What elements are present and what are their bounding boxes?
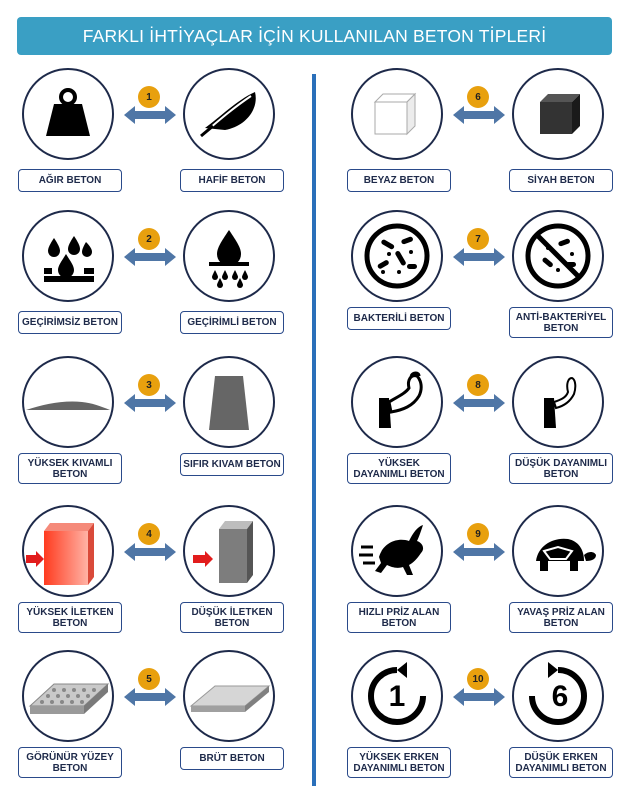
concrete-type-label: YÜKSEK ERKEN DAYANIMLI BETON [347,747,451,778]
icon-circle [22,650,114,742]
svg-text:1: 1 [388,680,406,713]
pair-number-badge: 6 [467,86,489,108]
white-cube-icon [353,70,441,158]
plain-slab-icon [185,652,273,740]
weak-arm-icon [514,358,602,446]
concrete-type-label: SIFIR KIVAM BETON [180,453,284,476]
weight-icon [24,70,112,158]
concrete-type-label: DÜŞÜK DAYANIMLI BETON [509,453,613,484]
pair-number-badge: 5 [138,668,160,690]
concrete-type-label: YÜKSEK KIVAMLI BETON [18,453,122,484]
concrete-type-label: BRÜT BETON [180,747,284,770]
grey-block-icon [185,507,273,595]
icon-circle [22,505,114,597]
clock-one-icon [353,652,441,740]
clock-six-icon [514,652,602,740]
concrete-type-label: GEÇİRİMSİZ BETON [18,311,122,334]
pair-number-badge: 7 [467,228,489,250]
permeable-icon [185,212,273,300]
icon-circle [512,68,604,160]
concrete-type-label: YAVAŞ PRİZ ALAN BETON [509,602,613,633]
turtle-icon [514,507,602,595]
pair-number-badge: 1 [138,86,160,108]
concrete-type-label: BEYAZ BETON [347,169,451,192]
textured-slab-icon [24,652,112,740]
black-cube-icon [514,70,602,158]
concrete-type-label: BAKTERİLİ BETON [347,307,451,330]
icon-circle [512,650,604,742]
concrete-type-label: HAFİF BETON [180,169,284,192]
icon-circle [351,650,443,742]
icon-circle [22,68,114,160]
icon-circle [351,210,443,302]
hot-block-icon [24,507,112,595]
concrete-type-label: GÖRÜNÜR YÜZEY BETON [18,747,122,778]
icon-circle [183,505,275,597]
page-title: FARKLI İHTİYAÇLAR İÇİN KULLANILAN BETON TİPLERİ [17,17,612,55]
concrete-type-label: SİYAH BETON [509,169,613,192]
pair-number-badge: 8 [467,374,489,396]
icon-circle [512,210,604,302]
icon-circle [183,356,275,448]
concrete-type-label: DÜŞÜK ERKEN DAYANIMLI BETON [509,747,613,778]
flat-slump-icon [24,358,112,446]
pair-number-badge: 10 [467,668,489,690]
icon-circle [351,68,443,160]
icon-circle [351,356,443,448]
icon-circle [351,505,443,597]
column-divider [312,74,316,786]
pair-number-badge: 4 [138,523,160,545]
anti-bacteria-icon [514,212,602,300]
icon-circle [183,210,275,302]
concrete-type-label: AĞIR BETON [18,169,122,192]
zero-slump-icon [185,358,273,446]
concrete-type-label: HIZLI PRİZ ALAN BETON [347,602,451,633]
strong-arm-icon [353,358,441,446]
pair-number-badge: 2 [138,228,160,250]
icon-circle [183,650,275,742]
pair-number-badge: 9 [467,523,489,545]
pair-number-badge: 3 [138,374,160,396]
concrete-type-label: YÜKSEK DAYANIMLI BETON [347,453,451,484]
waterproof-icon [24,212,112,300]
concrete-type-label: DÜŞÜK İLETKEN BETON [180,602,284,633]
icon-circle [512,356,604,448]
concrete-type-label: ANTİ-BAKTERİYEL BETON [509,307,613,338]
icon-circle [22,210,114,302]
bacteria-icon [353,212,441,300]
concrete-type-label: YÜKSEK İLETKEN BETON [18,602,122,633]
icon-circle [183,68,275,160]
feather-icon [185,70,273,158]
rabbit-icon [353,507,441,595]
svg-text:6: 6 [551,680,569,713]
concrete-type-label: GEÇİRİMLİ BETON [180,311,284,334]
icon-circle [22,356,114,448]
icon-circle [512,505,604,597]
